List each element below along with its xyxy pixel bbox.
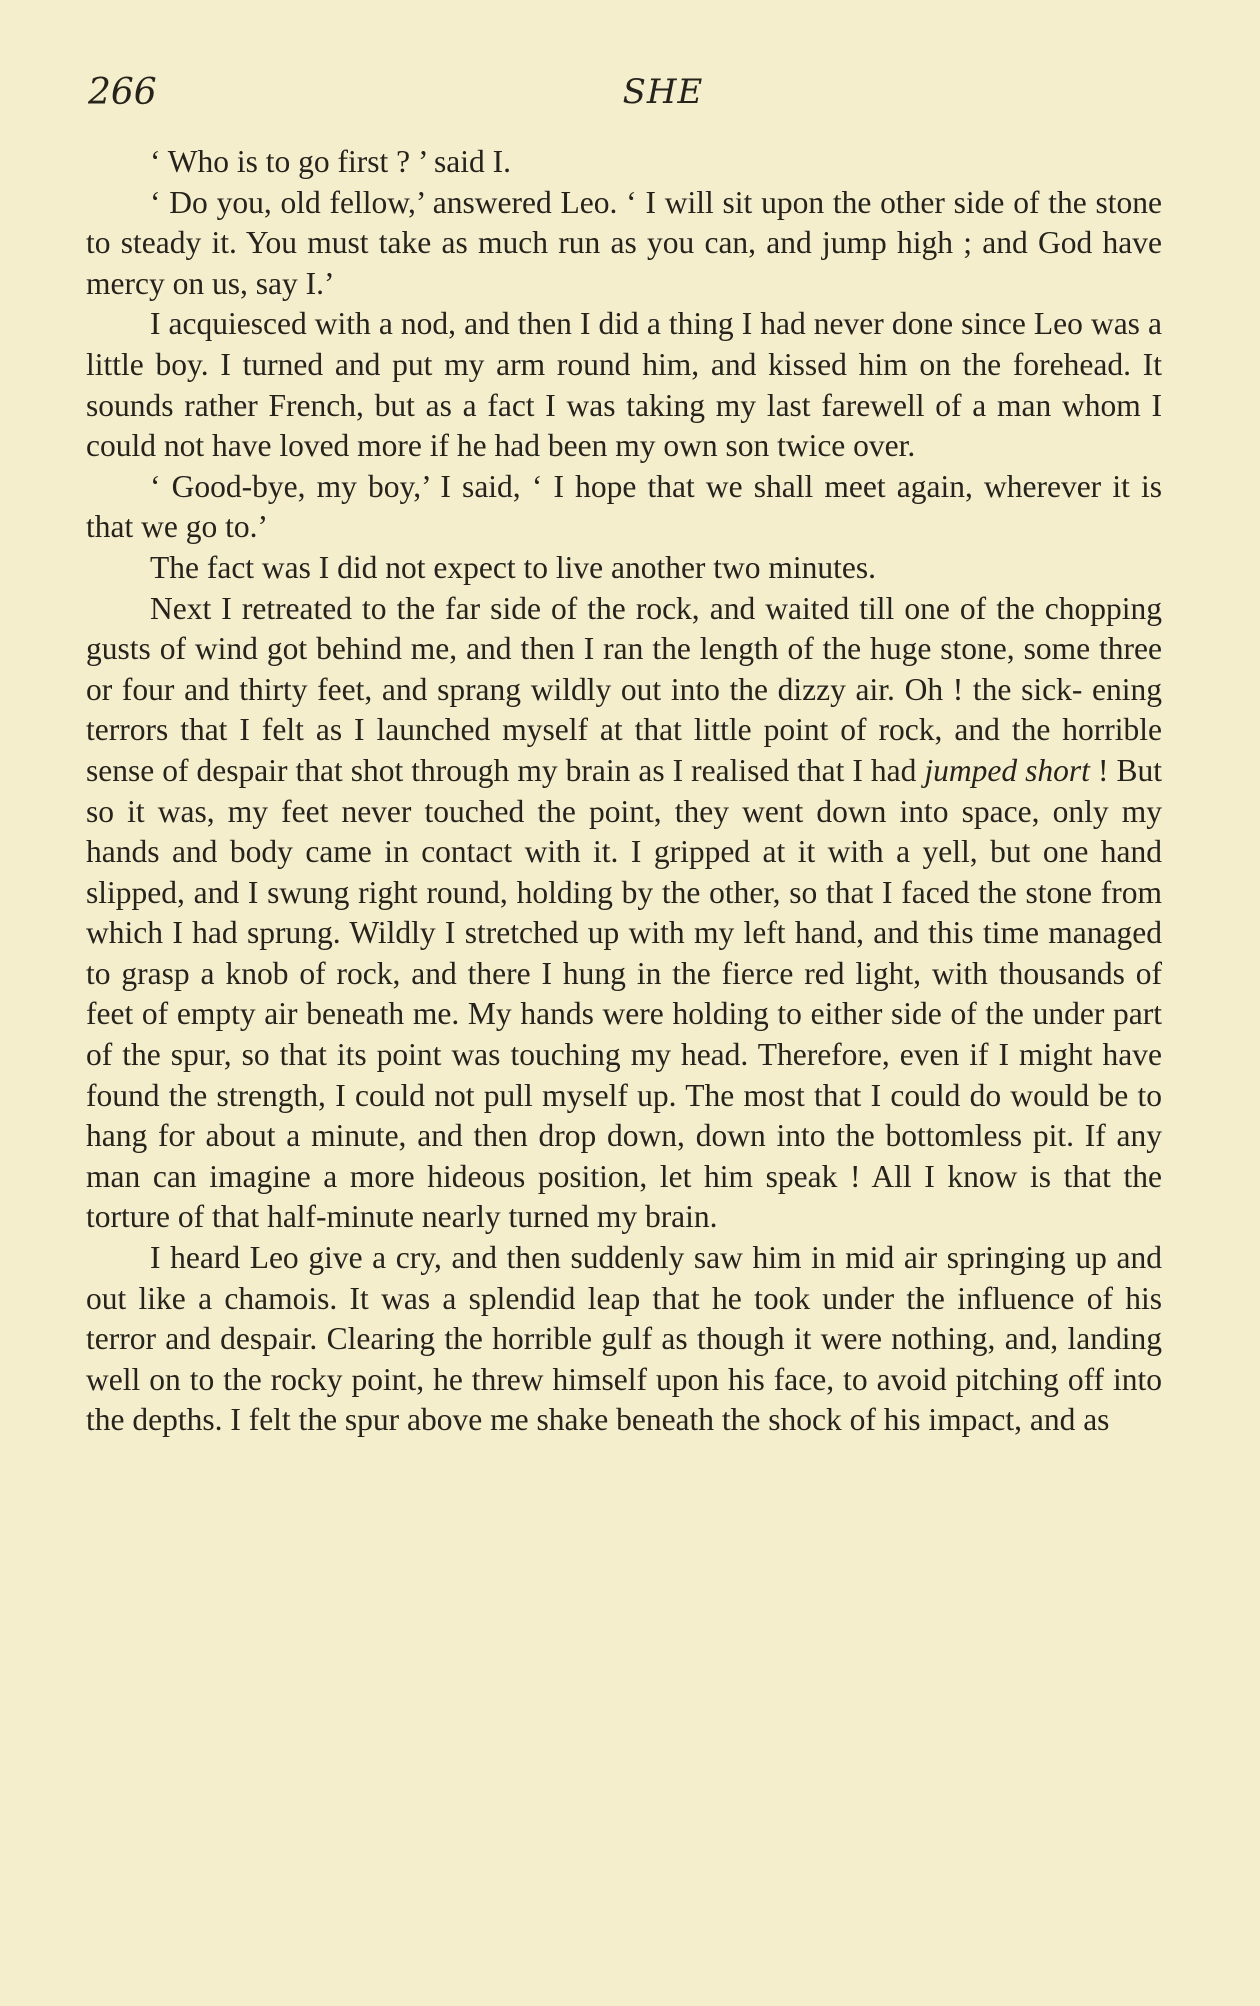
paragraph [86,589,1162,1239]
page-number: 266 [88,72,157,113]
paragraph: ‘ Do you, old fellow,’ answered Leo. ‘ I will sit upon the other side of the stone to steady it. You must take as much run as you can, and jump high ; and God have mercy on us, say I.’ [86,184,1162,301]
paragraph: I heard Leo give a cry, and then suddenly saw him in mid air springing up and out like a chamois. It was a splendid leap that he took under the influence of his terror and despair. Clearing the horrible gulf as though it were nothing, and, landing well on to the rocky point, he threw himself upon his face, to avoid pitching off into the depths. I felt the spur above me shake beneath the shock of his impact, and as [86,1240,1162,1438]
paragraph-text: ! But so it was, my feet never touched the point, they went down into space, only my hands and body came in contact with it. I gripped at it with a yell, but one hand slipped, and I swung right round, holding by the other, so that I faced the stone from which I had sprung. Wildly I stretched up with my left hand, and this time managed to grasp a knob of rock, and there I hung in the fierce red light, with thousands of feet of empty air beneath me. My hands were holding to either side of the under part of the spur, so that its point was touching my head. Therefore, even if I might have found the strength, I could not pull myself up. The most that I could do would be to hang for about a minute, and then drop down, down into the bottomless pit. If any man can imagine a more hideous position, let him speak ! All I know is that the torture of that half-minute nearly turned my brain. [86,752,1162,1235]
body-text [86,142,1162,1441]
paragraph: The fact was I did not expect to live another two minutes. [150,549,877,585]
paragraph: ‘ Good-bye, my boy,’ I said, ‘ I hope that we shall meet again, wherever it is that we go to.’ [86,468,1162,545]
paragraph-text: Next I retreated to the far side of the rock, and waited till one of the chopping gusts of wind got behind me, and then I ran the length of the huge stone, some three or four and thirty feet, and sprang wildly out into the dizzy air. Oh ! the sick- ening terrors that I felt as I launched myself at that little point of rock, and the horrible sense of despair that shot through my brain as I realised that I had [86,590,1162,788]
running-head [88,72,1170,122]
paragraph: ‘ Who is to go first ? ’ said I. [150,144,512,179]
italic-phrase: jumped short [924,752,1090,788]
book-title: SHE [622,72,704,112]
paragraph: I acquiesced with a nod, and then I did a thing I had never done since Leo was a little boy. I turned and put my arm round him, and kissed him on the forehead. It sounds rather French, but as a fact I was taking my last farewell of a man whom I could not have loved more if he had been my own son twice over. [86,306,1162,464]
